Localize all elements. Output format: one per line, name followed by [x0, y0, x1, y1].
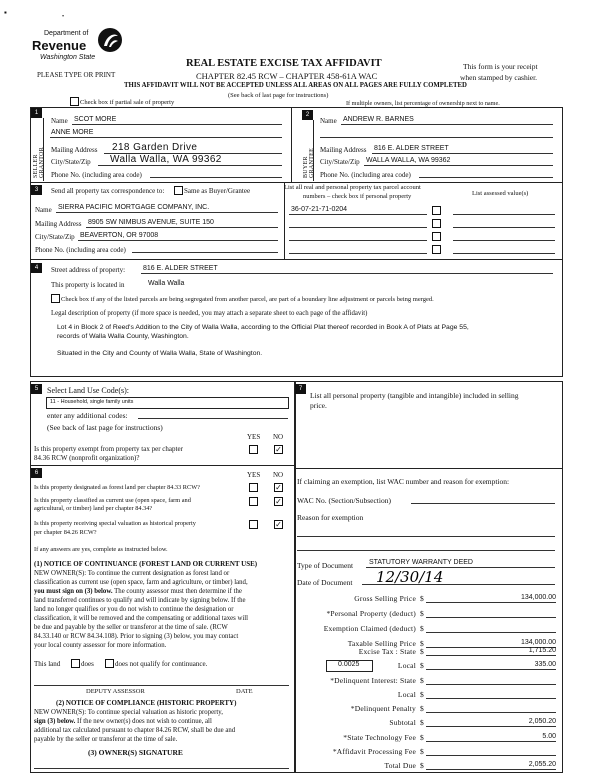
same-as-buyer-checkbox[interactable] — [174, 186, 183, 195]
section-7-badge: 7 — [295, 384, 306, 394]
calc-underline — [426, 602, 556, 603]
calc-underline — [426, 698, 556, 699]
forest-no-checkbox[interactable]: ✓ — [275, 483, 282, 492]
buyer-address-label: Mailing Address — [320, 146, 367, 154]
buyer-phone-label: Phone No. (including area code) — [320, 171, 411, 179]
no-header-6: NO — [273, 471, 284, 479]
please-type: PLEASE TYPE OR PRINT — [37, 71, 116, 79]
section-3-badge: 3 — [31, 185, 42, 195]
forest-question: Is this property designated as forest land per chapter 84.33 RCW? — [34, 484, 200, 491]
section-2-badge: 2 — [302, 110, 313, 120]
seller-side-label: SELLER GRANTOR — [33, 147, 45, 178]
parcel-number-1[interactable]: 36-07-21-71-0204 — [291, 206, 348, 213]
compliance-line-1: NEW OWNER(S): To continue special valuation as historic property, — [34, 709, 223, 716]
calc-currency: $ — [420, 704, 424, 713]
if-yes-note: If any answers are yes, complete as instructed below. — [34, 546, 168, 553]
exempt-question-1: Is this property exempt from property tax per chapter — [34, 445, 183, 453]
seller-phone-label: Phone No. (including area code) — [51, 171, 142, 179]
corr-address-label: Mailing Address — [35, 220, 82, 228]
calc-label: Taxable Selling Price — [347, 639, 416, 648]
does-not-label: does not qualify for continuance. — [115, 660, 208, 668]
calc-value[interactable]: 5.00 — [542, 733, 556, 740]
historic-no-checkbox[interactable]: ✓ — [275, 520, 282, 529]
receipt-line-2: when stamped by cashier. — [460, 73, 538, 82]
parcel-2-checkbox[interactable] — [432, 219, 441, 228]
corr-city-label: City/State/Zip — [35, 233, 75, 241]
document-type-label: Type of Document — [297, 561, 354, 570]
additional-codes-label: enter any additional codes: — [47, 411, 128, 420]
document-type[interactable]: STATUTORY WARRANTY DEED — [369, 559, 473, 566]
receipt-line-1: This form is your receipt — [463, 62, 538, 71]
calc-label: *Delinquent Penalty — [350, 704, 416, 713]
owner-signature-label: (3) OWNER(S) SIGNATURE — [88, 748, 183, 757]
continuance-line-2: classification as current use (open space, farm and agriculture, or timber) land, — [34, 579, 248, 586]
calc-currency: $ — [420, 718, 424, 727]
continuance-line-6: classification, it will be removed and the compensating or additional taxes will — [34, 615, 249, 622]
wac-label: WAC No. (Section/Subsection) — [297, 496, 391, 505]
section-1-badge: 1 — [31, 108, 42, 118]
legal-line-2[interactable]: records of Walla Walla County, Washington. — [57, 333, 189, 340]
continuance-sign-emphasis: you must sign on (3) below. — [34, 588, 113, 595]
segregated-checkbox[interactable] — [51, 294, 60, 303]
located-in-label: This property is located in — [51, 281, 125, 289]
historic-yes-checkbox[interactable] — [249, 520, 258, 529]
calc-currency: $ — [420, 690, 424, 699]
compliance-line-4: payable by the seller or transferor at the time of sale. — [34, 736, 178, 743]
calc-underline — [426, 684, 556, 685]
calc-currency: $ — [420, 761, 424, 770]
calc-label: Excise Tax : State — [358, 647, 416, 656]
reason-label: Reason for exemption — [297, 513, 364, 522]
calc-underline — [426, 741, 556, 742]
form-title: REAL ESTATE EXCISE TAX AFFIDAVIT — [186, 58, 382, 69]
calc-underline — [426, 655, 556, 656]
calc-currency: $ — [420, 594, 424, 603]
forest-yes-checkbox[interactable] — [249, 483, 258, 492]
calc-currency: $ — [420, 609, 424, 618]
compliance-title: (2) NOTICE OF COMPLIANCE (HISTORIC PROPERTY) — [56, 699, 237, 707]
local-rate: 0.0025 — [338, 661, 360, 668]
corr-city[interactable]: BEAVERTON, OR 97008 — [80, 232, 159, 239]
partial-sale-checkbox[interactable] — [70, 97, 79, 106]
current-use-question-2: agricultural, or timber) land per chapter 84.34? — [34, 505, 153, 512]
buyer-city-label: City/State/Zip — [320, 158, 360, 166]
section-4-badge: 4 — [31, 263, 42, 273]
corner-mark: ▪ — [4, 8, 7, 17]
calc-label: *Affidavit Processing Fee — [332, 747, 416, 756]
land-use-see-back: (See back of last page for instructions) — [47, 423, 163, 432]
calc-currency: $ — [420, 676, 424, 685]
corr-name[interactable]: SIERRA PACIFIC MORTGAGE COMPANY, INC. — [58, 204, 210, 211]
current-use-question-1: Is this property classified as current use (open space, farm and — [34, 497, 191, 504]
calc-label: *Personal Property (deduct) — [326, 609, 416, 618]
calc-currency: $ — [420, 639, 424, 648]
calc-value[interactable]: 134,000.00 — [520, 594, 556, 601]
section-5-badge: 5 — [31, 384, 42, 394]
located-in[interactable]: Walla Walla — [148, 280, 185, 287]
buyer-city[interactable]: WALLA WALLA, WA 99362 — [366, 157, 451, 164]
does-label: does — [81, 660, 94, 668]
send-correspondence-label: Send all property tax correspondence to: — [51, 187, 165, 195]
this-land-label: This land — [34, 660, 61, 668]
calc-label: Exemption Claimed (deduct) — [323, 624, 416, 633]
corr-phone-label: Phone No. (including area code) — [35, 246, 126, 254]
continuance-line-4: land transferred continues to qualify and will indicate by signing below. If the — [34, 597, 246, 604]
legal-description-label: Legal description of property (if more space is needed, you may attach a separate sheet to each page of the affidavit) — [51, 310, 368, 317]
select-land-use-label: Select Land Use Code(s): — [47, 386, 129, 395]
seller-city[interactable]: Walla Walla, WA 99362 — [110, 154, 222, 165]
calc-label: Subtotal — [389, 718, 416, 727]
calc-currency: $ — [420, 661, 424, 670]
buyer-name-1[interactable]: ANDREW R. BARNES — [343, 116, 414, 123]
personal-property-label-1: List all personal property (tangible and intangible) included in selling — [310, 391, 519, 400]
section-6-badge: 6 — [31, 468, 42, 478]
calc-value[interactable]: 335.00 — [534, 661, 556, 668]
document-date-label: Date of Document — [297, 578, 353, 587]
seller-address[interactable]: 218 Garden Drive — [112, 142, 198, 153]
parcel-4-checkbox[interactable] — [432, 245, 441, 254]
continuance-line-8: 84.33.140 or RCW 84.34.108). Prior to signing (3) below, you may contact — [34, 633, 239, 640]
historic-question-1: Is this property receiving special valuation as historical property — [34, 520, 196, 527]
buyer-address[interactable]: 816 E. ALDER STREET — [374, 145, 449, 152]
current-use-no-checkbox[interactable]: ✓ — [275, 497, 282, 506]
street-address[interactable]: 816 E. ALDER STREET — [143, 265, 218, 272]
seller-city-label: City/State/Zip — [51, 158, 91, 166]
logo-state: Washington State — [40, 54, 96, 61]
exempt-question-2: 84.36 RCW (nonprofit organization)? — [34, 454, 140, 462]
calc-value[interactable]: 134,000.00 — [520, 639, 556, 646]
parcel-header-2: numbers – check box if personal property — [303, 193, 412, 200]
yes-header-5: YES — [247, 433, 261, 441]
logo-dept: Department of — [44, 30, 89, 37]
personal-property-label-2: price. — [310, 401, 327, 410]
corr-name-label: Name — [35, 206, 52, 214]
calc-value[interactable]: 2,050.20 — [528, 718, 556, 725]
parcel-3-checkbox[interactable] — [432, 232, 441, 241]
assessed-header: List assessed value(s) — [472, 190, 529, 197]
does-checkbox[interactable] — [71, 659, 80, 668]
calc-currency: $ — [420, 647, 424, 656]
multiple-owners-note: If multiple owners, list percentage of ownership next to name. — [346, 100, 500, 107]
exempt-no-checkbox[interactable]: ✓ — [275, 445, 282, 454]
calc-currency: $ — [420, 733, 424, 742]
compliance-line-2 — [34, 718, 212, 725]
does-not-checkbox[interactable] — [105, 659, 114, 668]
same-as-buyer-label: Same as Buyer/Grantee — [184, 187, 251, 195]
buyer-side-label: BUYER GRANTEE — [303, 147, 315, 178]
compliance-sign-emphasis: sign (3) below. — [34, 718, 76, 725]
calc-underline — [426, 726, 556, 727]
seller-name-2[interactable]: ANNE MORE — [51, 129, 94, 136]
corner-mark-2: • — [62, 14, 65, 20]
continuance-line-7: be due and payable by the seller or transferor at the time of sale. (RCW — [34, 624, 228, 631]
compliance-line-2-rest: If the new owner(s) does not wish to continue, all — [75, 718, 212, 725]
calc-underline — [426, 617, 556, 618]
continuance-line-3 — [34, 588, 242, 595]
current-use-yes-checkbox[interactable] — [249, 497, 258, 506]
no-header-5: NO — [273, 433, 284, 441]
continuance-line-3-rest: The county assessor must then determine if the — [112, 588, 242, 595]
calc-value[interactable]: 1,715.20 — [528, 647, 556, 654]
parcel-1-checkbox[interactable] — [432, 206, 441, 215]
calc-underline — [426, 769, 556, 770]
continuance-title: (1) NOTICE OF CONTINUANCE (FOREST LAND OR CURRENT USE) — [34, 560, 258, 568]
calc-value[interactable]: 2,055.20 — [528, 761, 556, 768]
revenue-logo-icon — [96, 26, 124, 54]
calc-underline — [426, 669, 556, 670]
form-warning: THIS AFFIDAVIT WILL NOT BE ACCEPTED UNLESS ALL AREAS ON ALL PAGES ARE FULLY COMPLETED — [124, 82, 467, 89]
deputy-assessor-label: DEPUTY ASSESSOR — [86, 688, 145, 695]
partial-sale-label: Check box if partial sale of property — [80, 99, 175, 106]
legal-line-3[interactable]: Situated in the City and County of Walla Walla, State of Washington. — [57, 350, 263, 357]
calc-underline — [426, 755, 556, 756]
property-box — [30, 259, 563, 377]
calc-label: Local — [397, 661, 416, 670]
yes-header-6: YES — [247, 471, 261, 479]
exempt-yes-checkbox[interactable] — [249, 445, 258, 454]
logo-name: Revenue — [32, 38, 87, 53]
continuance-line-9: your local county assessor for more information. — [34, 642, 167, 649]
calc-label: *State Technology Fee — [343, 733, 416, 742]
historic-question-2: per chapter 84.26 RCW? — [34, 529, 97, 536]
document-date[interactable]: 12/30/14 — [376, 568, 444, 586]
calc-currency: $ — [420, 624, 424, 633]
calc-label: Local — [397, 690, 416, 699]
buyer-name-label: Name — [320, 117, 337, 125]
calc-label: Gross Selling Price — [354, 594, 416, 603]
parcel-header-1: List all real and personal property tax parcel account — [284, 184, 421, 191]
exemption-label: If claiming an exemption, list WAC number and reason for exemption: — [297, 477, 510, 486]
compliance-line-3: additional tax calculated pursuant to chapter 84.26 RCW, shall be due and — [34, 727, 236, 734]
continuance-line-1: NEW OWNER(S): To continue the current designation as forest land or — [34, 570, 230, 577]
form-chapter: CHAPTER 82.45 RCW – CHAPTER 458-61A WAC — [196, 71, 378, 81]
calc-underline — [426, 712, 556, 713]
seller-name-label: Name — [51, 117, 68, 125]
seller-address-label: Mailing Address — [51, 146, 98, 154]
land-use-code: 11 - Household, single family units — [50, 399, 134, 405]
segregated-label: Check box if any of the listed parcels are being segregated from another parcel, are part of a boundary line adjustment or parcels being merged. — [61, 296, 434, 303]
corr-address[interactable]: 8905 SW NIMBUS AVENUE, SUITE 150 — [88, 219, 214, 226]
street-address-label: Street address of property: — [51, 266, 126, 274]
calc-underline — [426, 632, 556, 633]
seller-name-1[interactable]: SCOT MORE — [74, 116, 117, 123]
legal-line-1[interactable]: Lot 4 in Block 2 of Reed's Addition to the City of Walla Walla, according to the Official Plat thereof recorded in Book A of Plats at Page 55, — [57, 324, 469, 331]
calc-label: Total Due — [384, 761, 416, 770]
date-label: DATE — [236, 688, 253, 695]
calc-currency: $ — [420, 747, 424, 756]
calc-label: *Delinquent Interest: State — [330, 676, 416, 685]
form-see-back: (See back of last page for instructions) — [228, 92, 329, 99]
continuance-line-5: land no longer qualifies or you do not wish to continue the designation or — [34, 606, 234, 613]
